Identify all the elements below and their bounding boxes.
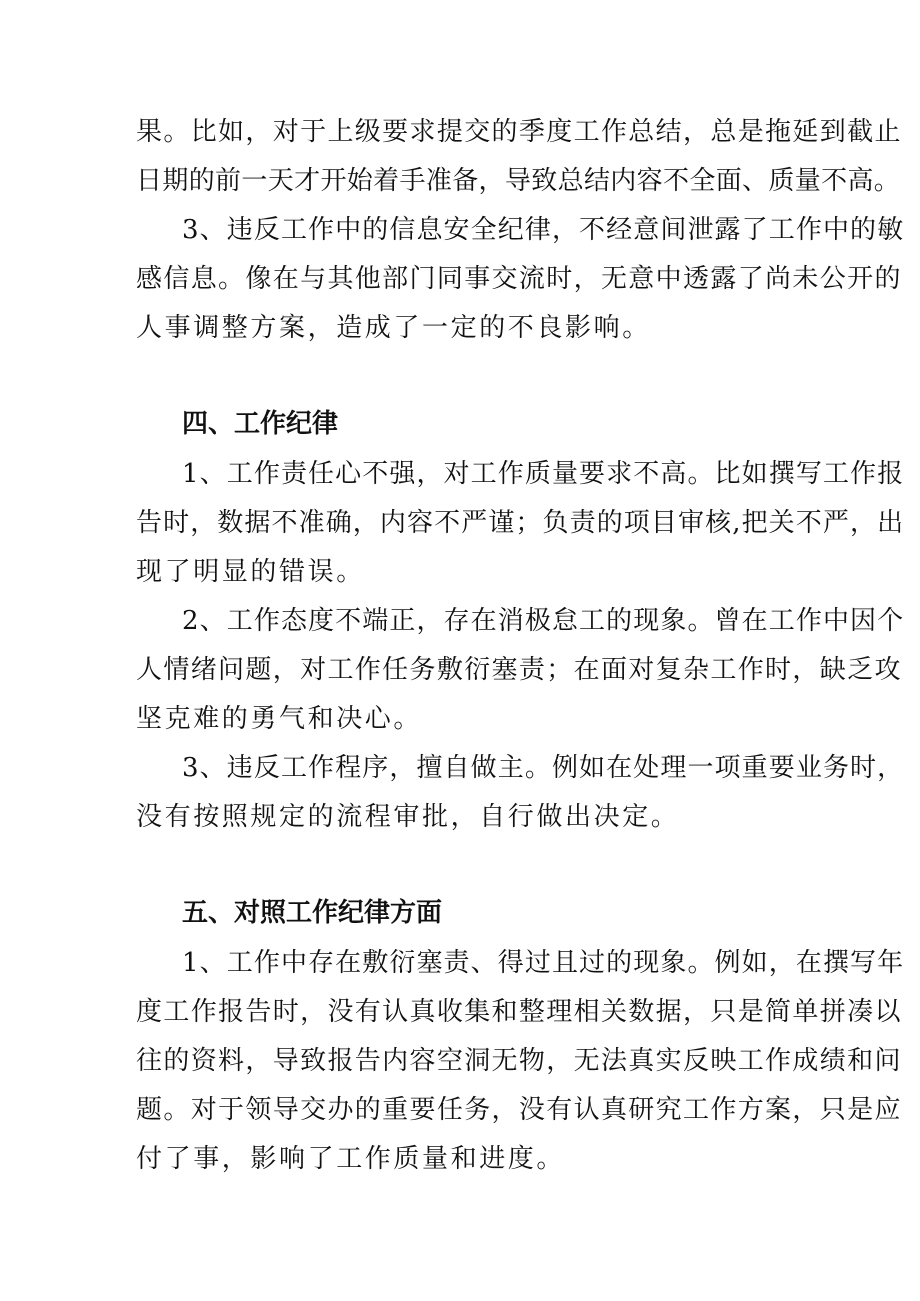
paragraph-line: 人情绪问题，对工作任务敷衍塞责；在面对复杂工作时，缺乏攻 — [136, 655, 902, 685]
paragraph-line: 告时，数据不准确，内容不严谨；负责的项目审核,把关不严，出 — [136, 508, 905, 538]
paragraph-line: 度工作报告时，没有认真收集和整理相关数据，只是简单拼凑以 — [136, 997, 902, 1027]
paragraph-line: 现了明显的错误。 — [136, 557, 365, 587]
paragraph-line: 感信息。像在与其他部门同事交流时，无意中透露了尚未公开的 — [136, 264, 902, 294]
paragraph-line: 题。对于领导交办的重要任务，没有认真研究工作方案，只是应 — [136, 1095, 902, 1125]
paragraph-line: 没有按照规定的流程审批，自行做出决定。 — [136, 802, 680, 832]
paragraph-line: 日期的前一天才开始着手准备，导致总结内容不全面、质量不高。 — [136, 166, 901, 196]
section-heading: 四、工作纪律 — [182, 409, 339, 439]
paragraph-line: 付了事，影响了工作质量和进度。 — [136, 1144, 566, 1174]
paragraph-line: 果。比如，对于上级要求提交的季度工作总结，总是拖延到截止 — [136, 117, 902, 147]
paragraph-line: 1、工作责任心不强，对工作质量要求不高。比如撰写工作报 — [182, 459, 905, 489]
paragraph-line: 3、违反工作中的信息安全纪律，不经意间泄露了工作中的敏 — [182, 215, 905, 245]
paragraph-line: 人事调整方案，造成了一定的不良影响。 — [136, 313, 651, 343]
paragraph-line: 2、工作态度不端正，存在消极怠工的现象。曾在工作中因个 — [182, 606, 905, 636]
paragraph-line: 1、工作中存在敷衍塞责、得过且过的现象。例如，在撰写年 — [182, 948, 905, 978]
paragraph-line: 往的资料，导致报告内容空洞无物，无法真实反映工作成绩和问 — [136, 1046, 902, 1076]
paragraph-line: 3、违反工作程序，擅自做主。例如在处理一项重要业务时， — [182, 753, 905, 783]
paragraph-line: 坚克难的勇气和决心。 — [136, 704, 423, 734]
section-heading: 五、对照工作纪律方面 — [182, 898, 443, 928]
